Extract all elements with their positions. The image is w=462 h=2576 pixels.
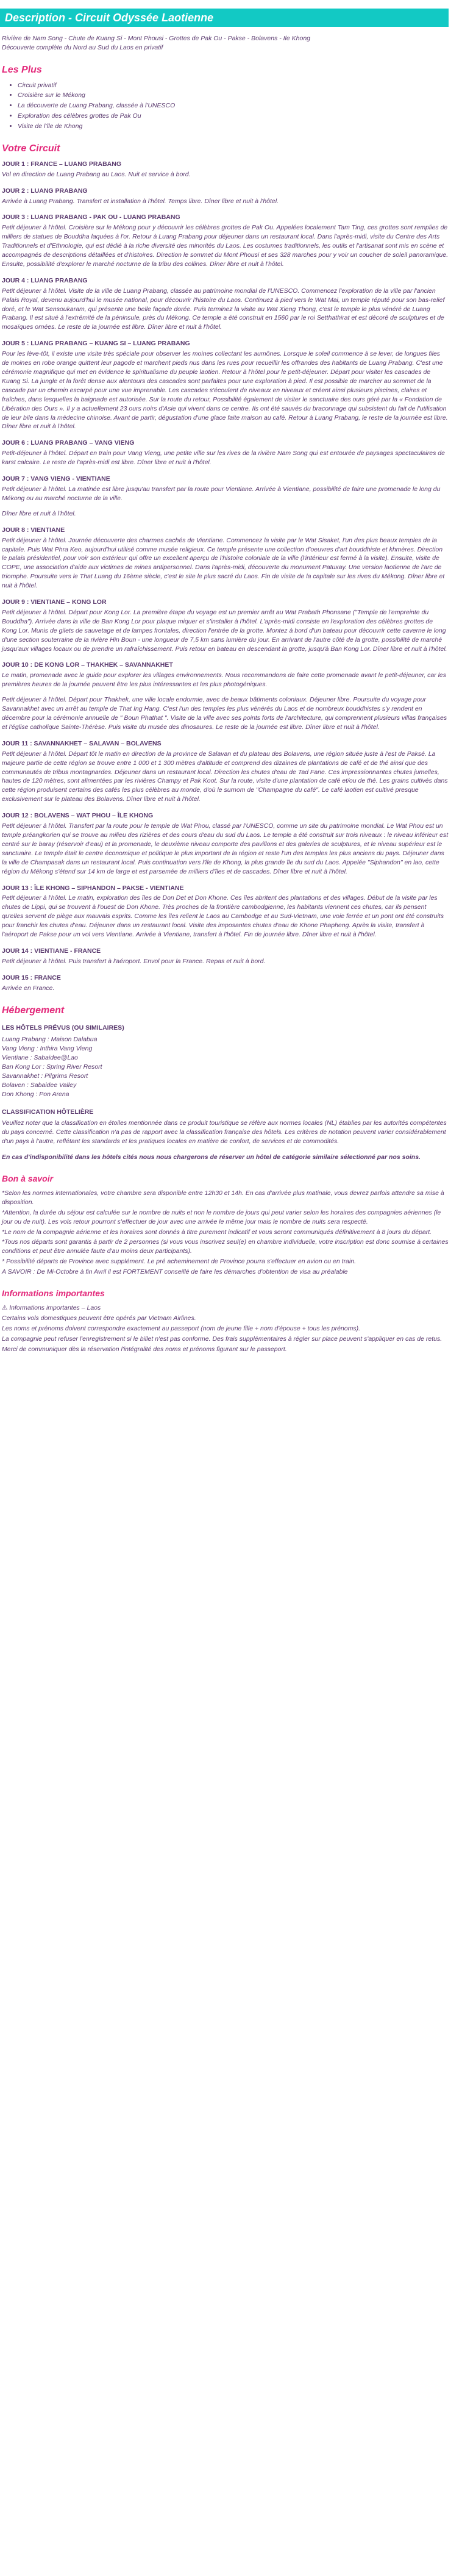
availability-note: En cas d'indisponibilité dans les hôtels cités nous nous chargerons de réserver un hôtel de catégorie similaire sélectionné par nos soins.: [2, 1153, 421, 1161]
info-note: ⚠ Informations importantes – Laos: [2, 1304, 101, 1311]
itinerary-day: [2, 187, 449, 206]
day-title: JOUR 2 : LUANG PRABANG: [2, 187, 88, 195]
day-description: Pour les lève-tôt, il existe une visite très spéciale pour observer les moines collectant les aumônes. Lorsque le soleil commence à se lever, de longues files de moines en robe orange quittent leur pagode et marchent pieds nus dans les rues pour recueillir les offrandes des habitants de Luang Prabang. C'est une cérémonie magnifique qui met en évidence le spiritualisme du peuple laotien. Retour à l'hôtel pour le petit-déjeuner. Départ pour visiter les cascades de Kuang Si. La jungle et la forêt dense aux alentours des cascades sont parfaites pour une exploration à pied. Il est possible de marcher au sommet de la cascade par un chemin escarpé pour une vue imprenable. Les cascades s'écoulent de niveaux en niveaux et créent ainsi plusieurs piscines, claires et fraîches, dans lesquelles la baignade est autorisée. Sur la route du retour, Possibilité également de visiter le sanctuaire des ours géré par la « Fondation de Libération des Ours ». Il y a actuellement 23 ours noirs d'Asie qui vivent dans ce centre. Ils ont été sauvés du braconnage qui subsistent du fait de l'utilisation de leur bile dans la médecine chinoise. Avant de partir, dégustation d'une glace faite maison au café. Retour à Luang Prabang, le reste de la journée est libre. Dîner libre et nuit à l'hôtel.: [2, 350, 448, 431]
day-title: JOUR 15 : FRANCE: [2, 974, 61, 981]
circuit-heading: Votre Circuit: [2, 143, 60, 154]
plus-item: • La découverte de Luang Prabang, classée à l'UNESCO: [18, 101, 449, 110]
hotel-item: Vientiane : Sabaidee@Lao: [2, 1054, 78, 1061]
day-description: [2, 485, 449, 518]
day-title: JOUR 5 : LUANG PRABANG – KUANG SI – LUANG PRABANG: [2, 340, 190, 348]
itinerary: [2, 160, 449, 993]
day-paragraph: Petit déjeuner à l'hôtel. La matinée est libre jusqu'au transfert par la route pour Vientiane. Arrivée à Vientiane, possibilité de faire une promenade le long du Mékong ou au marché nocturne de la ville.: [2, 485, 441, 502]
day-description: Arrivée en France.: [2, 984, 55, 992]
hotel-item: Luang Prabang : Maison Dalabua: [2, 1036, 98, 1044]
day-paragraph: Dîner libre et nuit à l'hôtel.: [2, 509, 76, 517]
itinerary-day: [2, 160, 449, 179]
itinerary-day: [2, 739, 449, 804]
bon-savoir-note: *Le nom de la compagnie aérienne et les horaires sont donnés à titre purement indicatif et vous seront communiqués définitivement à 8 jours du départ.: [2, 1228, 432, 1236]
plus-list: [2, 81, 449, 132]
info-note: La compagnie peut refuser l'enregistrement si le billet n'est pas conforme. Des frais supplémentaires à régler sur place peuvent s'appliquer en cas de retus.: [2, 1335, 442, 1343]
day-title: JOUR 6 : LUANG PRABANG – VANG VIENG: [2, 439, 135, 447]
day-description: Vol en direction de Luang Prabang au Laos. Nuit et service à bord.: [2, 170, 191, 178]
itinerary-day: [2, 598, 449, 653]
hotel-item: Savannakhet : Pilgrims Resort: [2, 1072, 88, 1080]
day-description: Petit déjeuner à l'hôtel. Transfert par la route pour le temple de Wat Phou, classé par l'UNESCO, comme un site du patrimoine mondial. Le Wat Phou est un temple préangkorien qui se trouve au milieu des rizières et des cours d'eau du sud du Laos. Le temple a été construit sur trois niveaux : le niveau inférieur est centré sur le baray (réservoir d'eau) et la promenade, le deuxième niveau comporte des pavillons et des galeries de sculptures, et le niveau supérieur est le sanctuaire. Le temple était le centre économique et politique le plus important de la région et reste l'un des temples les plus anciens du pays. Déjeuner dans la ville de Champasak dans un restaurant local. Puis continuation vers l'île de Khong, la plus grande île du sud du Laos. Appelée "Siphandon" en lao, cette région du Mékong s'étend sur 14 km de large et est parsemée de milliers d'îles et de cascades. Dîner libre et nuit à l'hôtel.: [2, 822, 449, 875]
day-description: Petit déjeuner à l'hôtel. Le matin, exploration des îles de Don Det et Don Khone. Ces îles abritent des plantations et des villages. Début de la visite par les chutes de Lippi, qui se trouvent à l'ouest de Don Khone. Très proches de la frontière cambodgienne, les habitants viennent ces chutes, car ils pensent qu'elles servent de piège aux mauvais esprits. Comme les îles relient le Laos au Cambodge et au Sud-Vietnam, une voie ferrée et un pont ont été construits pour franchir les chutes d'eau. Déjeuner dans un restaurant local. Visite des imposantes chutes d'eau de Khone Phapheng. Après la visite, transfert à l'aéroport de Pakse pour un vol vers Vientiane. Arrivée à Vientiane, transfert à l'hôtel. Fin de journée libre. Dîner libre et nuit à l'hôtel.: [2, 894, 444, 939]
itinerary-day: [2, 475, 449, 518]
itinerary-day: [2, 974, 449, 993]
day-description: Petit déjeuner à l'hôtel. Départ pour Kong Lor. La première étape du voyage est un premier arrêt au Wat Prabath Phonsane ("Temple de l'empreinte du Bouddha"). Arrivée dans la ville de Ban Kong Lor pour plaque miquer et s'installer à l'hôtel. L'après-midi consiste en l'exploration des célèbres grottes de Kong Lor. Munis de gilets de sauvetage et de lampes frontales, direction l'entrée de la grotte. Montez à bord d'un bateau pour découvrir cette caverne le long d'une section souterraine de la rivière Hin Boun - une longueur de 7,5 km sans lumière du jour. En arrivant de l'autre côté de la grotte, possibilité de marché jusqu'aux villages locaux ou de prendre un rafraîchissement. Puis retour en bateau en descendant la grotte, jusqu'à Ban Kong Lor. Dîner libre et nuit à l'hôtel.: [2, 608, 447, 653]
info-note: Merci de communiquer dès la réservation l'intégralité des noms et prénoms figurant sur le passeport.: [2, 1345, 287, 1353]
classification-text: Veuillez noter que la classification en étoiles mentionnée dans ce produit touristique se réfère aux normes locales (NL) établies par les autorités compétentes du pays concerné. Cette classification n'a pas de rapport avec la classification française des hôtels. Les critères de notation peuvent varier considérablement d'un pays à l'autre, reflétant les standards et les pratiques locales en matière de confort, de services et de commodités.: [2, 1119, 447, 1146]
itinerary-day: [2, 526, 449, 590]
day-description: Petit déjeuner à l'hôtel. Puis transfert à l'aéroport. Envol pour la France. Repas et nuit à bord.: [2, 957, 266, 965]
itinerary-day: [2, 213, 449, 268]
plus-item: • Exploration des célèbres grottes de Pak Ou: [18, 112, 449, 121]
day-title: JOUR 12 : BOLAVENS – WAT PHOU – ÎLE KHONG: [2, 812, 154, 820]
hotel-item: Don Khong : Pon Arena: [2, 1090, 69, 1098]
plus-heading: Les Plus: [2, 64, 42, 75]
day-description: Petit-déjeuner à l'hôtel. Départ en train pour Vang Vieng, une petite ville sur les rives de la rivière Nam Song qui est entourée de paysages spectaculaires de karst calcaire. Le reste de l'après-midi est libre. Dîner libre et nuit à l'hôtel.: [2, 450, 445, 467]
infos-heading: Informations importantes: [2, 1288, 105, 1299]
plus-item: • Visite de l'île de Khong: [18, 122, 449, 131]
day-title: JOUR 7 : VANG VIENG - VIENTIANE: [2, 475, 110, 483]
bon-savoir-notes: [2, 1189, 449, 1277]
itinerary-day: [2, 661, 449, 731]
itinerary-day: [2, 884, 449, 939]
itinerary-day: [2, 439, 449, 467]
intro: [2, 34, 449, 52]
hotel-item: Vang Vieng : Inthira Vang Vieng: [2, 1045, 93, 1053]
page-title: Description - Circuit Odyssée Laotienne: [0, 9, 449, 27]
day-paragraph: Le matin, promenade avec le guide pour explorer les villages environnements. Nous recommandons de faire cette promenade avant le petit-déjeuner, car les premières heures de la journée peuvent être les plus intéressantes et les plus photogéniques.: [2, 672, 446, 689]
day-title: JOUR 1 : FRANCE – LUANG PRABANG: [2, 160, 122, 168]
classification-title: CLASSIFICATION HÔTELIÈRE: [2, 1108, 94, 1116]
day-description: [2, 671, 449, 731]
day-title: JOUR 9 : VIENTIANE – KONG LOR: [2, 598, 107, 606]
intro-places: Rivière de Nam Song - Chute de Kuang Si - Mont Phousi - Grottes de Pak Ou - Pakse - Bolavens - Ile Khong: [2, 35, 310, 42]
hotels-title: LES HÔTELS PRÉVUS (OU SIMILAIRES): [2, 1024, 124, 1032]
day-title: JOUR 10 : DE KONG LOR – THAKHEK – SAVANNAKHET: [2, 661, 173, 669]
bon-savoir-note: *Tous nos départs sont garantis à partir de 2 personnes (si vous vous inscrivez seul(e) en chambre individuelle, votre inscription est donc soumise à certaines conditions et peut être annulée faute d'au moins deux participants).: [2, 1238, 449, 1255]
info-notes: [2, 1304, 449, 1354]
day-title: JOUR 3 : LUANG PRABANG - PAK OU - LUANG PRABANG: [2, 213, 180, 221]
info-note: Les noms et prénoms doivent correspondre exactement au passeport (nom de jeune fille + nom d'épouse + tous les prénoms).: [2, 1324, 360, 1332]
bon-savoir-note: A SAVOIR : De Mi-Octobre à fin Avril il est FORTEMENT conseillé de faire les démarches d'obtention de visa au préalable: [2, 1268, 348, 1276]
day-description: Petit déjeuner à l'hôtel. Journée découverte des charmes cachés de Vientiane. Commencez la visite par le Wat Sisaket, l'un des plus beaux temples de la capitale. Puis Wat Phra Keo, aujourd'hui utilisé comme musée religieux. Ce temple présente une collection d'oeuvres d'art bouddhiste et khmères. Direction le palais présidentiel, pour voir son extérieur qui offre un excellent aperçu de l'histoire coloniale de la ville (l'intérieur est fermé à la visite). Ensuite, visite de COPE, une association d'aide aux victimes de mines antipersonnel. Dans l'après-midi, découverte du monument Patuxay. Une version laotienne de l'arc de triomphe. Poursuite vers le That Luang du 16ème siècle, c'est le site le plus sacré du Laos. Fin de visite de la capitale sur les rives du Mékong. Dîner libre et nuit à l'hôtel.: [2, 536, 445, 590]
day-title: JOUR 11 : SAVANNAKHET – SALAVAN – BOLAVENS: [2, 739, 162, 747]
day-description: Arrivée à Luang Prabang. Transfert et installation à l'hôtel. Temps libre. Dîner libre et nuit à l'hôtel.: [2, 197, 279, 205]
description-content: [0, 34, 449, 1354]
hebergement-heading: Hébergement: [2, 1005, 65, 1016]
day-title: JOUR 13 : ÎLE KHONG – SIPHANDON – PAKSE - VIENTIANE: [2, 884, 184, 892]
day-description: Petit déjeuner à l'hôtel. Visite de la ville de Luang Prabang, classée au patrimoine mondial de l'UNESCO. Commencez l'exploration de la ville par l'ancien Palais Royal, devenu aujourd'hui le musée national, pour découvrir l'histoire du Laos. Continuez à pied vers le Wat Mai, un temple réputé pour son bas-relief doré, et le Wat Sensoukaram, qui présente une belle façade dorée. Puis terminez la visite au Wat Xieng Thong, c'est le temple le plus vénéré de Luang Prabang. Il est situé à l'extrémité de la péninsule, près du Mékong. Ce temple a été construit en 1560 par le roi Setthathirat et est décoré de sculptures et de mosaïques ornées. Le reste de la journée est libre. Dîner libre et nuit à l'hôtel.: [2, 287, 445, 331]
bon-savoir-note: * Possibilité départs de Province avec supplément. Le pré acheminement de Province pourra s'effectuer en avion ou en train.: [2, 1258, 357, 1266]
itinerary-day: [2, 811, 449, 876]
itinerary-day: [2, 947, 449, 966]
itinerary-day: [2, 339, 449, 431]
hotel-item: Ban Kong Lor : Spring River Resort: [2, 1063, 102, 1071]
itinerary-day: [2, 276, 449, 332]
bon-savoir-note: *Attention, la durée du séjour est calculée sur le nombre de nuits et non le nombre de jours qui peut varier selon les horaires des compagnies aériennes (le jour ou de nuit). Les vols retour pourront s'effectuer de jour avec une arrivée le même jour mais le nombre de nuits sera respecté.: [2, 1208, 441, 1225]
day-title: JOUR 8 : VIENTIANE: [2, 526, 65, 534]
day-description: Petit déjeuner à l'hôtel. Croisière sur le Mékong pour y découvrir les célèbres grottes de Pak Ou. Appelées localement Tam Ting, ces grottes sont remplies de milliers de statues de Bouddha laquées à l'or. Retour à Luang Prabang pour déjeuner dans un restaurant local. Dans l'après-midi, visite du Centre des Arts Traditionnels et d'Ethnologie, qui est dédié à la riche diversité des minorités du Laos. Les costumes traditionnels, les outils et l'artisanat sont mis en scène et accompagnés de descriptions détaillées et d'histoires. Direction le sommet du Mont Phousi et ses 328 marches pour y voir un coucher de soleil panoramique. Ensuite, possibilité d'explorer le marché nocturne de la tribu des collines. Dîner libre et nuit à l'hôtel.: [2, 224, 449, 268]
day-description: Petit déjeuner à l'hôtel. Départ tôt le matin en direction de la province de Salavan et du plateau des Bolavens, une région située juste à l'est de Paksé. La majeure partie de cette région se trouve entre 1 000 et 1 300 mètres d'altitude et comprend des dizaines de plantations de café et de thé ainsi que des communautés de tribus montagnardes. Déjeuner dans un restaurant local. Direction les chutes d'eau de Tad Fane. Ces impressionnantes chutes jumelles, hautes de 120 mètres, sont alimentées par les rivières Champy et Pak Koot. Sur la route, visite d'une plantation de café et/ou de thé. Les grains cultivés dans cette région produisent certains des cafés les plus célèbres au monde, d'où le surnom de "Champagne du café". Le café laotien est cultivé presque exclusivement sur le plateau des Bolavens. Dîner libre et nuit à l'hôtel.: [2, 750, 448, 803]
bon-savoir-note: *Selon les normes internationales, votre chambre sera disponible entre 12h30 et 14h. En cas d'arrivée plus matinale, vous devrez parfois attendre sa mise à disposition.: [2, 1189, 444, 1206]
hotel-item: Bolaven : Sabaidee Valley: [2, 1081, 77, 1089]
day-paragraph: Petit déjeuner à l'hôtel. Départ pour Thakhek, une ville locale endormie, avec de beaux bâtiments coloniaux. Déjeuner libre. Poursuite du voyage pour Savannakhet avec un arrêt au temple de That Ing Hang. C'est l'un des temples les plus vénérés du Laos et de nombreux bouddhistes s'y rendent en décembre pour la cérémonie annuelle de " Boun Phathat ". Visite de la ville avec ses points forts de l'architecture, qui comprennent plusieurs villas françaises et l'église catholique Sainte-Thérèse. Puis visite du musée des dinosaures. Le reste de la journée est libre. Dîner libre et nuit à l'hôtel.: [2, 696, 447, 731]
info-note: Certains vols domestiques peuvent être opérés par Vietnam Airlines.: [2, 1314, 196, 1322]
bon-savoir-heading: Bon à savoir: [2, 1174, 54, 1184]
day-title: JOUR 4 : LUANG PRABANG: [2, 276, 88, 284]
hotel-list: [2, 1035, 449, 1099]
plus-item: • Croisière sur le Mékong: [18, 91, 449, 100]
day-title: JOUR 14 : VIENTIANE - FRANCE: [2, 947, 101, 955]
intro-summary: Découverte complète du Nord au Sud du Laos en privatif: [2, 43, 163, 51]
plus-item: • Circuit privatif: [18, 81, 449, 90]
